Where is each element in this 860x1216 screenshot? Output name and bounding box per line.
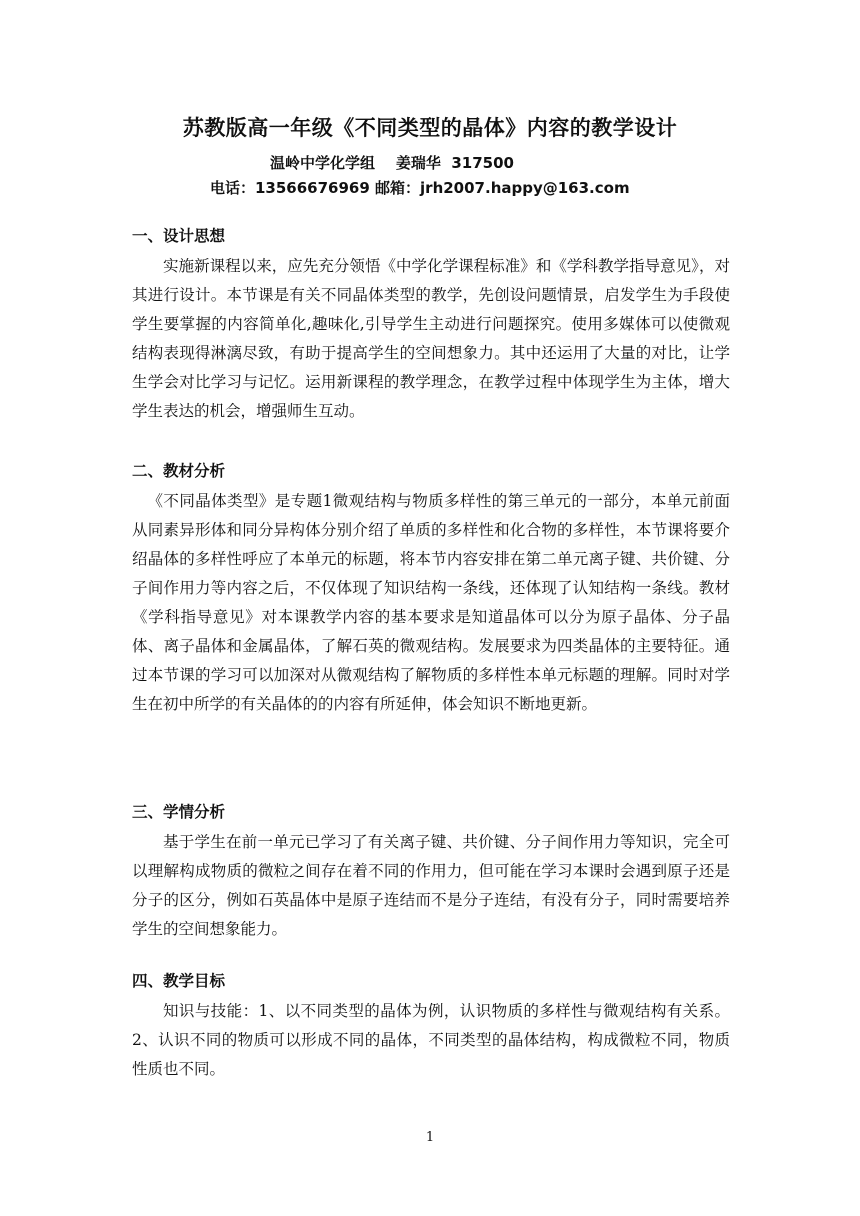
section-body-student-analysis: 基于学生在前一单元已学习了有关离子键、共价键、分子间作用力等知识，完全可以理解构成物质的微粒之间存在着不同的作用力，但可能在学习本课时会遇到原子还是分子的区分，例如石英晶体中是原子连结而不是分子连结，有没有分子，同时需要培养学生的空间想象能力。 (132, 833, 730, 938)
section-body-material-analysis: 《不同晶体类型》是专题1微观结构与物质多样性的第三单元的一部分，本单元前面从同素异形体和同分异构体分别介绍了单质的多样性和化合物的多样性，本节课将要介绍晶体的多样性呼应了本单元的标题，将本节内容安排在第二单元离子键、共价键、分子间作用力等内容之后，不仅体现了知识结构一条线，还体现了认知结构一条线。教材《学科指导意见》对本课教学内容的基本要求是知道晶体可以分为原子晶体、分子晶体、离子晶体和金属晶体，了解石英的微观结构。发展要求为四类晶体的主要特征。通过本节课的学习可以加深对从微观结构了解物质的多样性本单元标题的理解。同时对学生在初中所学的有关晶体的的内容有所延伸，体会知识不断地更新。 (132, 492, 730, 713)
author-line: 温岭中学化学组 姜瑞华 317500 (270, 154, 514, 172)
section-body-design-idea: 实施新课程以来，应先充分领悟《中学化学课程标准》和《学科教学指导意见》，对其进行设计。本节课是有关不同晶体类型的教学，先创设问题情景，启发学生为手段使学生要掌握的内容简单化,趣味化,引导学生主动进行问题探究。使用多媒体可以使微观结构表现得淋漓尽致，有助于提高学生的空间想象力。其中还运用了大量的对比，让学生学会对比学习与记忆。运用新课程的教学理念，在教学过程中体现学生为主体，增大学生表达的机会，增强师生互动。 (132, 257, 730, 420)
section-heading-student-analysis: 三、学情分析 (132, 803, 226, 821)
section-heading-design-idea: 一、设计思想 (132, 227, 226, 245)
page-number: 1 (425, 1130, 435, 1145)
document-title: 苏教版高一年级《不同类型的晶体》内容的教学设计 (182, 116, 678, 140)
section-heading-material-analysis: 二、教材分析 (132, 462, 226, 480)
section-heading-teaching-goals: 四、教学目标 (132, 972, 226, 990)
contact-line: 电话：13566676969 邮箱：jrh2007.happy@163.com (210, 179, 630, 197)
section-body-teaching-goals: 知识与技能：1、以不同类型的晶体为例，认识物质的多样性与微观结构有关系。2、认识不同的物质可以形成不同的晶体，不同类型的晶体结构，构成微粒不同，物质性质也不同。 (132, 1002, 730, 1078)
